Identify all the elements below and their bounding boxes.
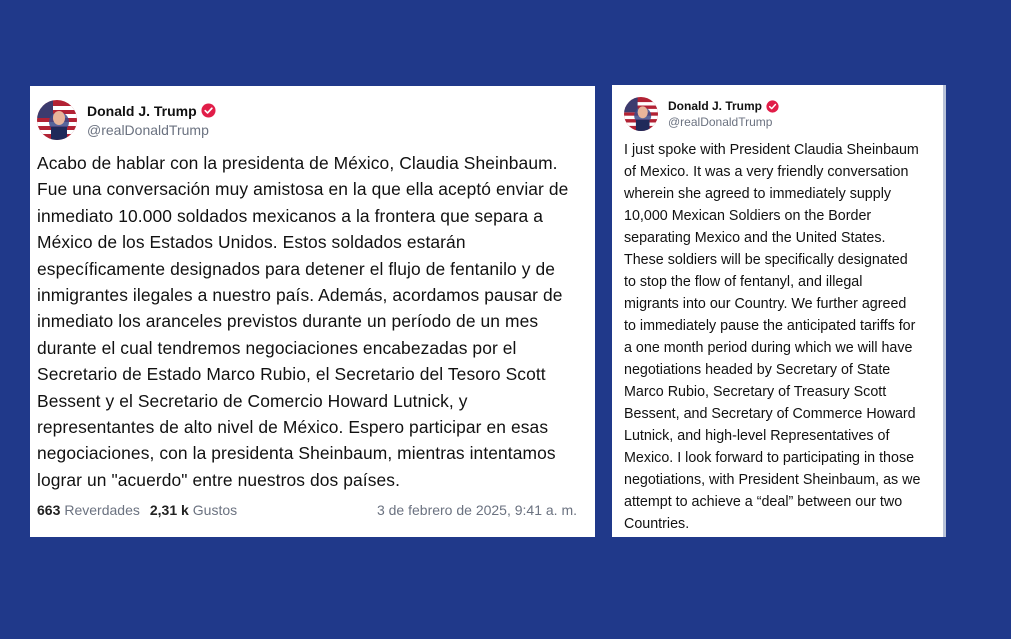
likes-count: 2,31 k	[149, 502, 189, 518]
post-header	[37, 100, 587, 140]
avatar[interactable]	[624, 97, 658, 131]
post-card-english	[612, 85, 946, 537]
restruths-stat[interactable]	[37, 502, 140, 518]
post-text: I just spoke with President Claudia Sheinbaum of Mexico. It was a very friendly conversation wherein she agreed to immediately supply 10,000 Mexican Soldiers on the Border separating Mexico and the United States. These soldiers will be specifically designated to stop the flow of fentanyl, and illegal migrants into our Country. We further agreed to immediately pause the anticipated tariffs for a one month period during which we will have negotiations headed by Secretary of State Marco Rubio, Secretary of Treasury Scott Bessent, and Secretary of Commerce Howard Lutnick, and high-level Representatives of Mexico. I look forward to participating in those negotiations, with President Sheinbaum, as we attempt to achieve a “deal” between our two Countries.	[624, 142, 921, 532]
post-text: Acabo de hablar con la presidenta de México, Claudia Sheinbaum. Fue una conversación muy amistosa en la que ella aceptó enviar de inmediato 10.000 soldados mexicanos a la frontera que separa a México de los Estados Unidos. Estos soldados estarán específicamente designados para detener el flujo de fentanilo y de inmigrantes ilegales a nuestro país. Además, acordamos pausar de inmediato los aranceles previstos durante un período de un mes durante el cual tendremos negociaciones encabezadas por el Secretario de Estado Marco Rubio, el Secretario del Tesoro Scott Bessent y el Secretario de Comercio Howard Lutnick, y representantes de alto nivel de México. Espero participar en esas negociaciones, con la presidenta Sheinbaum, mientras intentamos lograr un "acuerdo" entre nuestros dos países.	[37, 153, 569, 490]
likes-stat[interactable]	[150, 502, 237, 518]
avatar[interactable]	[37, 100, 77, 140]
post-stats	[37, 502, 577, 518]
verified-badge-icon	[201, 103, 216, 118]
restruths-count: 663	[37, 502, 61, 518]
likes-label: Gustos	[192, 502, 238, 518]
author-handle[interactable]: @realDonaldTrump	[668, 115, 773, 129]
post-timestamp[interactable]: 3 de febrero de 2025, 9:41 a. m.	[376, 502, 577, 518]
author-name[interactable]: Donald J. Trump	[87, 102, 197, 119]
restruths-label: Reverdades	[64, 502, 140, 518]
verified-badge-icon	[766, 100, 779, 113]
post-header	[624, 97, 935, 131]
post-card-spanish	[30, 86, 595, 537]
author-name[interactable]: Donald J. Trump	[668, 99, 763, 113]
author-handle[interactable]: @realDonaldTrump	[87, 121, 209, 138]
